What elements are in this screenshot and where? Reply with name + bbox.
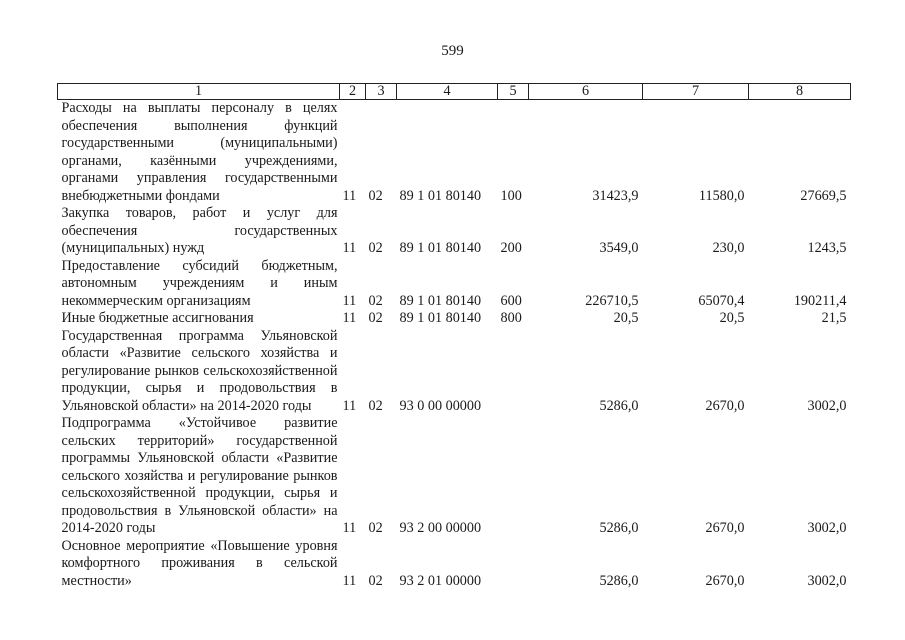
expense-type-code: 100 xyxy=(500,187,522,204)
table-row xyxy=(58,258,851,311)
expense-type-code xyxy=(498,328,529,416)
column-header-1: 1 xyxy=(58,84,340,100)
column-header-2: 2 xyxy=(340,84,366,100)
amount-col-7: 65070,4 xyxy=(698,292,745,309)
amount-col-7: 230,0 xyxy=(712,240,745,256)
target-article-code: 93 0 00 00000 xyxy=(399,397,482,414)
line-item-name: Подпрограмма «Устойчивое развитие сельских территорий» государственной программы Ульяновской области «Развитие сельского хозяйства и регулирование рынков сельскохозяйственной продукции, сырья и продовольствия в Ульяновской области» на 2014-2020 годы xyxy=(61,415,338,536)
section-code: 11 xyxy=(342,572,357,589)
column-header-4: 4 xyxy=(397,84,498,100)
section-code: 11 xyxy=(342,187,357,204)
amount-col-7: 2670,0 xyxy=(705,572,745,589)
page-number: 599 xyxy=(441,43,464,59)
amount-col-7: 20,5 xyxy=(719,310,745,326)
target-article-code: 93 2 01 00000 xyxy=(399,572,482,589)
budget-table xyxy=(57,83,851,590)
table-header xyxy=(58,84,851,100)
column-numbers-row xyxy=(58,84,851,100)
column-header-6: 6 xyxy=(529,84,643,100)
section-code: 11 xyxy=(342,240,357,256)
line-item-name: Иные бюджетные ассигнования xyxy=(61,310,254,326)
target-article-code: 89 1 01 80140 xyxy=(399,292,482,309)
amount-col-8: 190211,4 xyxy=(793,292,847,309)
amount-col-8: 21,5 xyxy=(821,310,847,326)
line-item-name: Основное мероприятие «Повышение уровня комфортного проживания в сельской местности» xyxy=(61,537,338,589)
amount-col-6: 5286,0 xyxy=(599,397,639,414)
table-body xyxy=(58,100,851,591)
table-row xyxy=(58,310,851,328)
column-header-5: 5 xyxy=(498,84,529,100)
subsection-code: 02 xyxy=(368,520,383,536)
amount-col-8: 3002,0 xyxy=(807,520,847,536)
subsection-code: 02 xyxy=(368,397,383,414)
subsection-code: 02 xyxy=(368,187,383,204)
table-row xyxy=(58,100,851,206)
column-header-3: 3 xyxy=(366,84,397,100)
amount-col-6: 226710,5 xyxy=(585,292,639,309)
target-article-code: 89 1 01 80140 xyxy=(399,187,482,204)
column-header-7: 7 xyxy=(643,84,749,100)
expense-type-code: 800 xyxy=(500,310,522,326)
subsection-code: 02 xyxy=(368,572,383,589)
expense-type-code xyxy=(498,538,529,591)
subsection-code: 02 xyxy=(368,292,383,309)
table-row xyxy=(58,205,851,258)
amount-col-8: 3002,0 xyxy=(807,397,847,414)
amount-col-8: 3002,0 xyxy=(807,572,847,589)
amount-col-6: 3549,0 xyxy=(599,240,639,256)
amount-col-7: 2670,0 xyxy=(705,520,745,536)
line-item-name: Государственная программа Ульяновской области «Развитие сельского хозяйства и регулирование рынков сельскохозяйственной продукции, сырья и продовольствия в Ульяновской области» на 2014-2020 годы xyxy=(61,327,338,414)
section-code: 11 xyxy=(342,292,357,309)
section-code: 11 xyxy=(342,310,357,326)
amount-col-6: 5286,0 xyxy=(599,520,639,536)
expense-type-code: 200 xyxy=(500,240,522,256)
line-item-name: Предоставление субсидий бюджетным, автономным учреждениям и иным некоммерческим организациям xyxy=(61,257,338,309)
amount-col-7: 11580,0 xyxy=(698,187,745,204)
subsection-code: 02 xyxy=(368,240,383,256)
table-row xyxy=(58,538,851,591)
section-code: 11 xyxy=(342,520,357,536)
expense-type-code xyxy=(498,415,529,538)
line-item-name: Расходы на выплаты персоналу в целях обеспечения выполнения функций государственными (муниципальными) органами, казёнными учреждениями, органами управления государственными внебюджетными фондами xyxy=(61,100,338,204)
table-row xyxy=(58,328,851,416)
target-article-code: 89 1 01 80140 xyxy=(399,240,482,256)
amount-col-7: 2670,0 xyxy=(705,397,745,414)
column-header-8: 8 xyxy=(749,84,851,100)
expense-type-code: 600 xyxy=(500,292,522,309)
amount-col-8: 27669,5 xyxy=(800,187,847,204)
section-code: 11 xyxy=(342,397,357,414)
line-item-name: Закупка товаров, работ и услуг для обеспечения государственных (муниципальных) нужд xyxy=(61,205,338,256)
amount-col-6: 5286,0 xyxy=(599,572,639,589)
target-article-code: 93 2 00 00000 xyxy=(399,520,482,536)
amount-col-6: 31423,9 xyxy=(592,187,639,204)
table-row xyxy=(58,415,851,538)
amount-col-8: 1243,5 xyxy=(807,240,847,256)
subsection-code: 02 xyxy=(368,310,383,326)
target-article-code: 89 1 01 80140 xyxy=(399,310,482,326)
amount-col-6: 20,5 xyxy=(613,310,639,326)
